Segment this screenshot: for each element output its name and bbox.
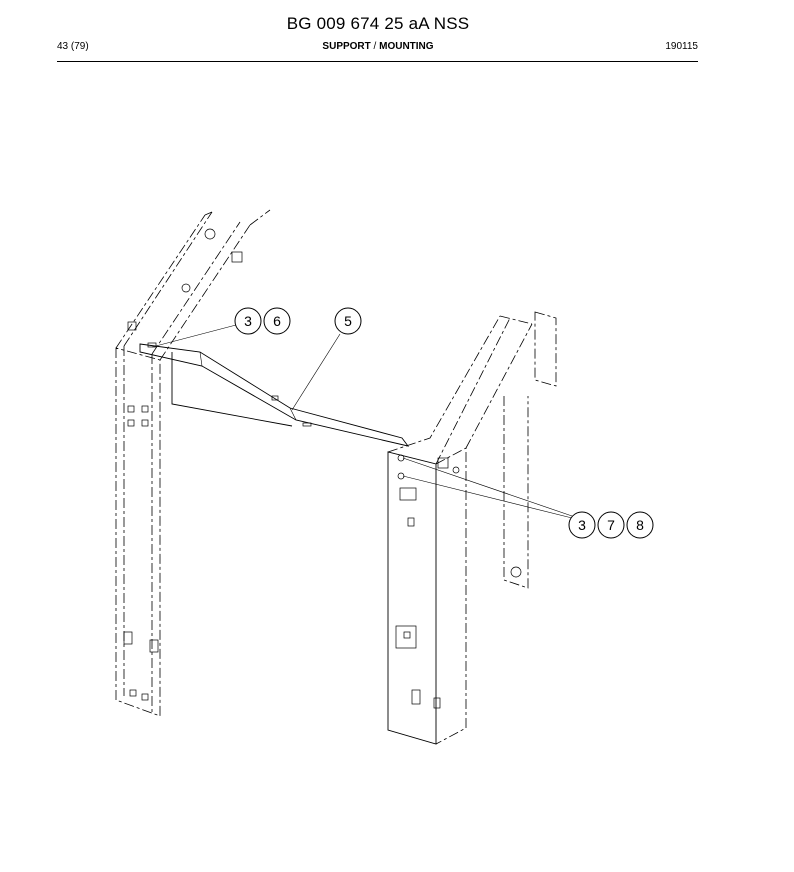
section-title-separator: / [370,41,380,52]
callout-label: 5 [344,313,352,329]
section-title-part2: MOUNTING [379,41,434,52]
callout-label: 8 [636,517,644,533]
right-upright-post [388,312,556,744]
callout-group-top-center [335,308,361,334]
section-title-part1: SUPPORT [322,41,371,52]
page-number: 43 (79) [57,41,89,52]
left-upright-post [116,210,270,716]
callout-label: 6 [273,313,281,329]
callout-label: 3 [578,517,586,533]
support-bracket [140,343,408,446]
callout-group-right [569,512,653,538]
callout-label: 3 [244,313,252,329]
leader-lines [152,325,572,518]
document-code: BG 009 674 25 aA NSS [286,14,470,33]
date-code: 190115 [665,41,698,52]
callout-label: 7 [607,517,615,533]
callout-group-top-left [235,308,290,334]
